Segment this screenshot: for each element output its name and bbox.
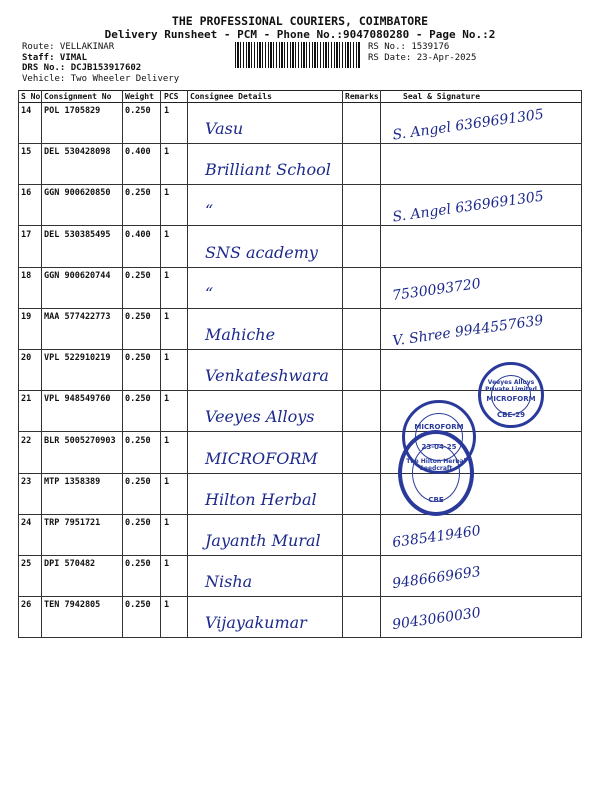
row-weight: 0.250 — [125, 394, 151, 405]
row-weight: 0.250 — [125, 353, 151, 364]
row-sno: 24 — [21, 518, 32, 528]
col-seal: Seal & Signature — [403, 92, 481, 101]
row-pcs: 1 — [164, 106, 170, 116]
row-pcs: 1 — [164, 476, 170, 487]
route-info — [22, 42, 179, 84]
row-sno: 16 — [21, 188, 32, 199]
row-pcs: 1 — [164, 312, 170, 322]
table-row — [18, 268, 582, 309]
consignee-handwriting: Brilliant School — [205, 160, 331, 180]
row-weight: 0.250 — [125, 559, 151, 570]
row-weight: 0.250 — [125, 270, 151, 281]
receiver-signature: S. Angel 6369691305 — [391, 188, 545, 226]
consignee-handwriting: Venkateshwara — [205, 366, 329, 386]
row-consignment-no: MAA 577422773 — [44, 312, 111, 322]
rs-date: RS Date: 23-Apr-2025 — [368, 52, 477, 63]
col-sno: S No — [21, 92, 41, 101]
consignee-handwriting: SNS academy — [205, 242, 318, 262]
row-consignment-no: TRP 7951721 — [44, 518, 101, 528]
row-weight: 0.250 — [125, 476, 151, 487]
runsheet-subtitle: Delivery Runsheet - PCM - Phone No.:9047080280 - Page No.:2 — [104, 28, 496, 41]
consignee-handwriting: Nisha — [205, 572, 253, 592]
row-weight: 0.250 — [125, 312, 151, 322]
consignee-handwriting: Vasu — [205, 119, 244, 138]
rs-info — [368, 42, 476, 63]
row-pcs: 1 — [164, 559, 170, 570]
barcode-image — [235, 42, 360, 68]
row-pcs: 1 — [164, 270, 170, 281]
consignee-handwriting: Vijayakumar — [205, 613, 307, 633]
row-weight: 0.250 — [125, 518, 151, 528]
vehicle-label: Vehicle: Two Wheeler Delivery — [22, 73, 180, 84]
consignee-handwriting: “ — [205, 283, 214, 303]
col-consignment: Consignment No — [44, 92, 112, 101]
grid-line — [187, 90, 188, 638]
grid-line — [342, 90, 343, 638]
row-consignment-no: DEL 530385495 — [44, 229, 111, 240]
row-pcs: 1 — [164, 353, 170, 364]
row-weight: 0.250 — [125, 188, 151, 199]
drs-label: DRS No.: DCJB153917602 — [22, 63, 142, 73]
row-pcs: 1 — [164, 435, 170, 446]
row-consignment-no: DPI 570482 — [44, 559, 96, 570]
row-sno: 15 — [21, 147, 32, 158]
row-weight: 0.250 — [125, 106, 151, 116]
row-consignment-no: GGN 900620850 — [44, 188, 111, 199]
hilton-seal-stamp: The Hilton Herbal Seedcraft CBE — [398, 430, 474, 516]
receiver-signature: 6385419460 — [391, 522, 482, 552]
row-consignment-no: GGN 900620744 — [44, 270, 111, 281]
row-sno: 17 — [21, 229, 32, 240]
receiver-signature: S. Angel 6369691305 — [391, 106, 545, 144]
rs-number: RS No.: 1539176 — [368, 42, 450, 52]
row-consignment-no: MTP 1358389 — [44, 476, 101, 487]
row-pcs: 1 — [164, 394, 170, 405]
receiver-signature: V. Shree 9944557639 — [391, 312, 545, 350]
receiver-signature: 9043060030 — [391, 605, 482, 634]
row-sno: 26 — [21, 600, 32, 611]
row-sno: 23 — [21, 476, 32, 487]
row-sno: 22 — [21, 435, 32, 446]
microform-seal-stamp: MICROFORM 23-04-25 — [402, 400, 476, 474]
row-weight: 0.250 — [125, 600, 151, 611]
receiver-signature: 9486669693 — [391, 564, 482, 593]
company-title: THE PROFESSIONAL COURIERS, COIMBATORE — [171, 14, 429, 28]
row-consignment-no: VPL 522910219 — [44, 353, 111, 364]
col-pcs: PCS — [164, 92, 179, 101]
col-remarks: Remarks — [345, 92, 379, 101]
veeyes-seal-stamp: Veeyes Alloys Private Limited MICROFORM CBE-29 — [478, 362, 544, 428]
table-header — [18, 90, 582, 103]
consignee-handwriting: Jayanth Mural — [205, 531, 321, 550]
row-pcs: 1 — [164, 229, 170, 240]
grid-line — [122, 90, 123, 638]
consignee-handwriting: Veeyes Alloys — [205, 407, 315, 427]
consignee-handwriting: MICROFORM — [205, 448, 318, 468]
row-consignment-no: TEN 7942805 — [44, 600, 101, 611]
row-pcs: 1 — [164, 518, 170, 528]
row-consignment-no: VPL 948549760 — [44, 394, 111, 405]
row-pcs: 1 — [164, 147, 170, 158]
row-sno: 25 — [21, 559, 32, 570]
row-sno: 20 — [21, 353, 32, 364]
consignee-handwriting: Mahiche — [205, 325, 276, 344]
table-row — [18, 556, 582, 597]
row-sno: 18 — [21, 270, 32, 281]
grid-line — [581, 90, 582, 638]
consignee-handwriting: Hilton Herbal — [205, 489, 317, 509]
grid-line — [160, 90, 161, 638]
row-pcs: 1 — [164, 188, 170, 199]
col-consignee: Consignee Details — [190, 92, 272, 101]
col-weight: Weight — [125, 92, 154, 101]
row-sno: 14 — [21, 106, 32, 116]
staff-label: Staff: VIMAL — [22, 52, 88, 63]
row-sno: 19 — [21, 312, 32, 322]
row-pcs: 1 — [164, 600, 170, 611]
row-sno: 21 — [21, 394, 32, 405]
row-weight: 0.400 — [125, 229, 151, 240]
grid-line — [18, 90, 19, 638]
route-label: Route: VELLAKINAR — [22, 42, 115, 52]
receiver-signature: 7530093720 — [391, 275, 482, 304]
row-weight: 0.400 — [125, 147, 151, 158]
consignee-handwriting: “ — [205, 201, 214, 221]
row-consignment-no: POL 1705829 — [44, 106, 101, 116]
grid-line — [380, 90, 381, 638]
grid-line — [41, 90, 42, 638]
row-consignment-no: DEL 530428098 — [44, 147, 111, 158]
row-weight: 0.250 — [125, 435, 151, 446]
row-consignment-no: BLR 5005270903 — [44, 435, 116, 446]
